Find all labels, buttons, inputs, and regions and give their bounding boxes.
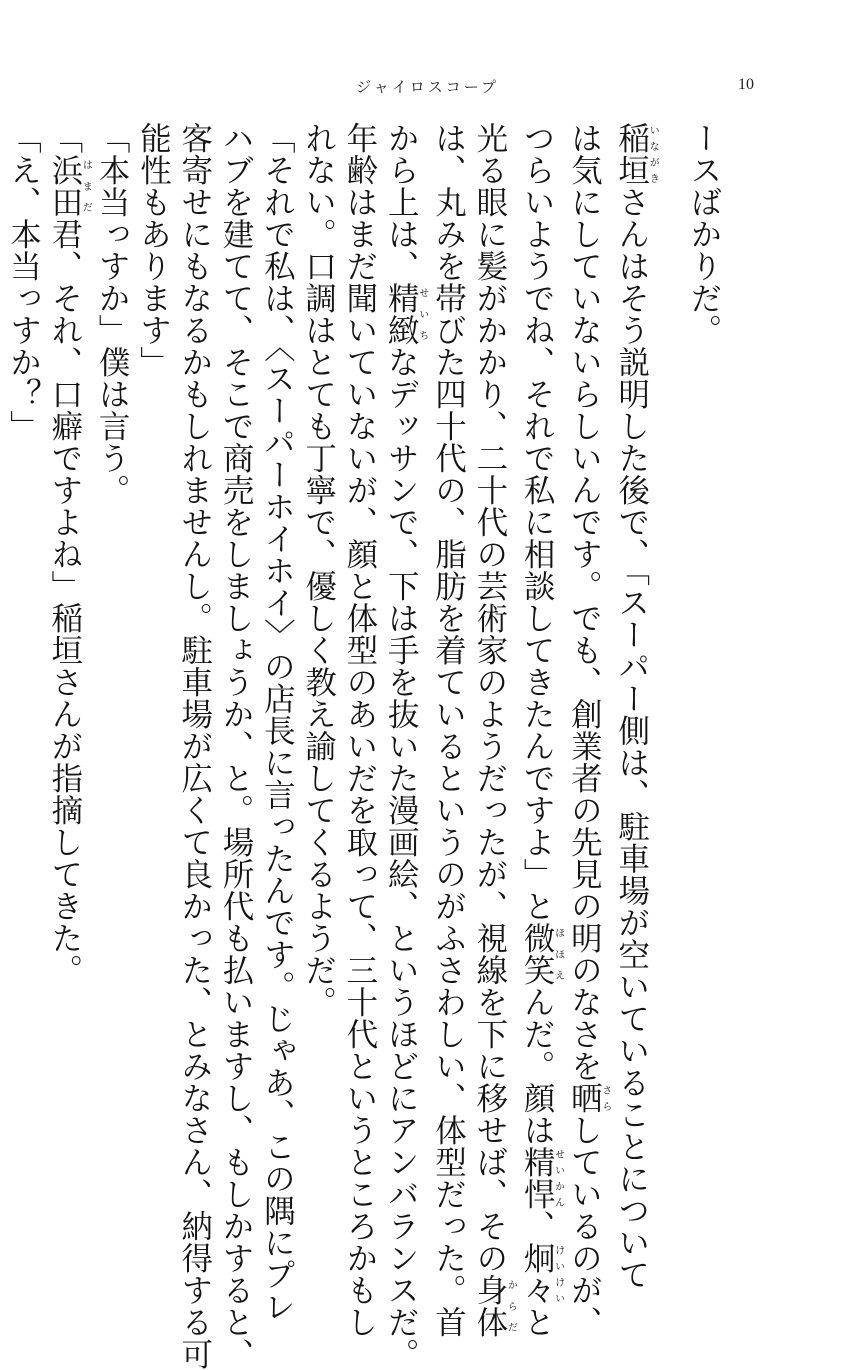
- text-column: 「それで私は、〈スーパーホイホイ〉の店長に言ったんです。じゃあ、この隅にプレ: [259, 122, 296, 1323]
- text-column: れない。口調はとても丁寧で、優しく教え諭してくるようだ。: [300, 122, 337, 1018]
- text-column: 光る眼に髪がかかり、二十代の芸術家のようだったが、視線を下に移せば、その身体からだ: [471, 122, 517, 1338]
- text-column: 「浜田はまだ君、それ、口癖ですよね」稲垣さんが指摘してきた。: [46, 122, 92, 986]
- text-column: ースばかりだ。: [686, 122, 722, 346]
- text-column: 稲垣いながきさんはそう説明した後で、「スーパー側は、駐車場が空いていることについて: [613, 122, 659, 1291]
- text-column: は、丸みを帯びた四十代の、脂肪を着ているというのがふさわしい、体型だった。首: [430, 122, 467, 1338]
- text-column: 客寄せにもなるかもしれませんし。駐車場が広くて良かった、とみなさん、納得する可: [176, 122, 213, 1370]
- text-column: 能性もあります」: [135, 122, 172, 378]
- text-column: 「本当っすか」僕は言う。: [94, 122, 131, 506]
- text-column: は気にしていないらしいんです。でも、創業者の先見の明のなさを晒さらしているのが、: [566, 122, 611, 1338]
- text-column: 年齢はまだ聞いていないが、顔と体型のあいだを取って、三十代というところかもし: [341, 122, 378, 1338]
- text-column: 「え、本当っすか？」: [5, 122, 42, 442]
- running-head: ジャイロスコープ: [356, 78, 499, 96]
- text-column: ハブを建てて、そこで商売をしましょうか、と。場所代も払いますし、もしかすると、: [218, 122, 255, 1370]
- body-text: [5, 122, 724, 1370]
- text-column: から上は、精緻せいちなデッサンで、下は手を抜いた漫画絵、というほどにアンバランスだ。: [383, 122, 428, 1370]
- text-column: つらいようでね、それで私に相談してきたんですよ」と微笑ほほえんだ。顔は精悍せいかん、炯々けいけいと: [519, 122, 564, 1338]
- page-number: 10: [738, 76, 754, 93]
